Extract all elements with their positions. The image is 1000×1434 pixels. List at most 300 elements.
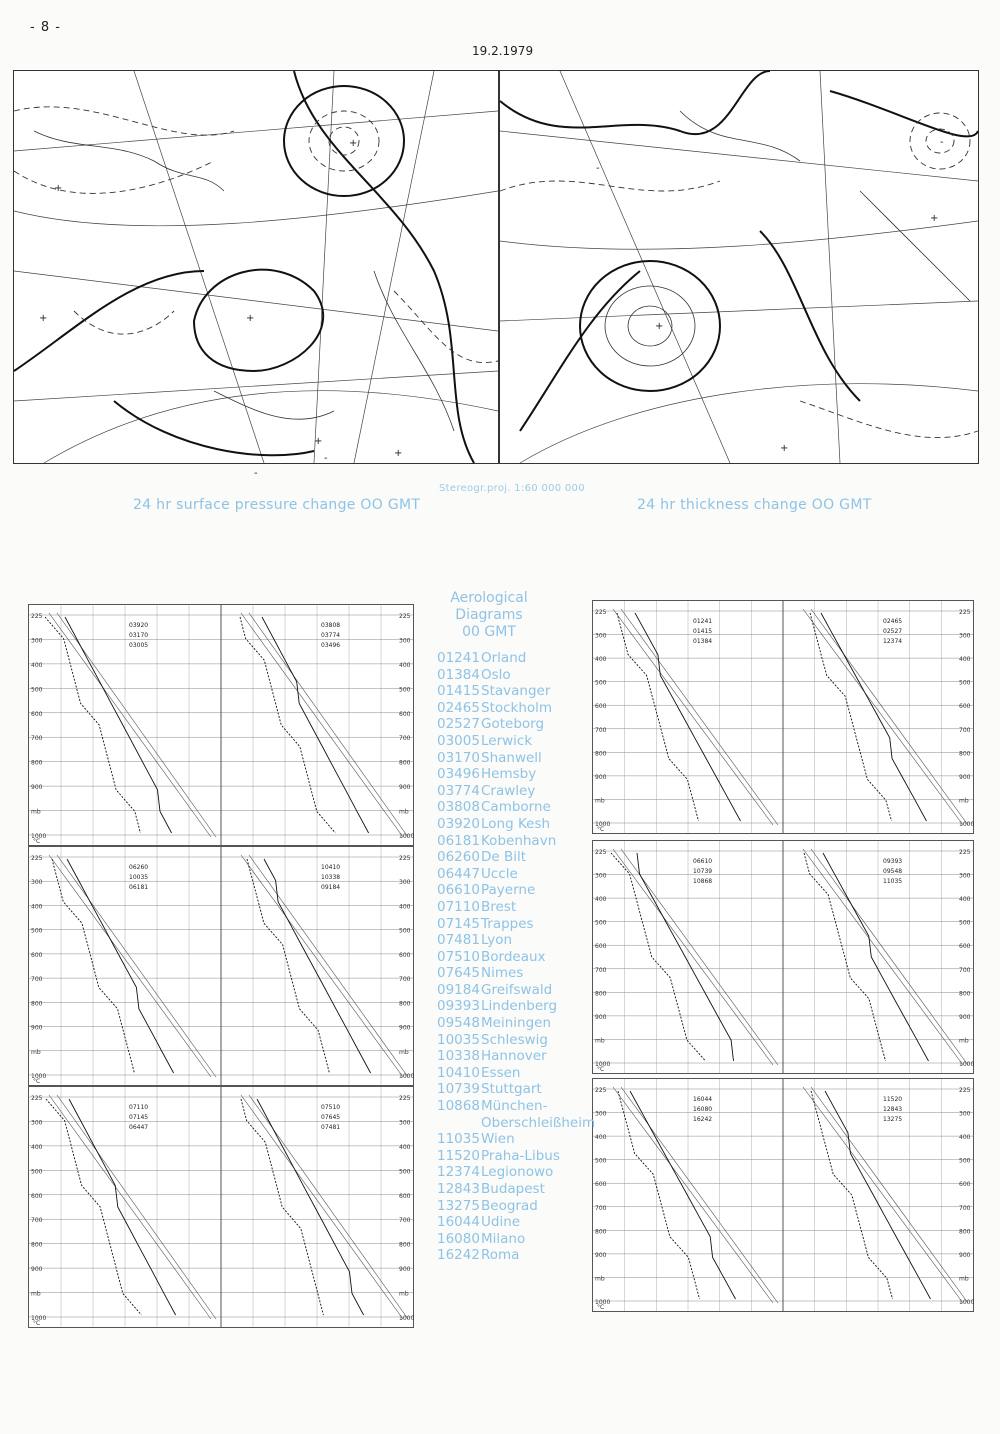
pressure-label: 900 [31, 1266, 43, 1274]
diagram-station-code: 07510 [321, 1104, 341, 1111]
pressure-label: 800 [595, 1228, 607, 1236]
station-list [437, 650, 595, 1264]
station-code: 10410 [437, 1064, 480, 1081]
station-row [437, 1214, 595, 1231]
station-code: 07645 [437, 965, 480, 982]
station-name: München- [481, 1098, 548, 1115]
pressure-label: mb [399, 1290, 409, 1298]
station-row [437, 1231, 595, 1248]
svg-text:+: + [394, 448, 403, 459]
station-code: 07145 [437, 915, 480, 932]
station-name: Goteborg [481, 716, 545, 733]
station-code: 09184 [437, 981, 480, 998]
diagram-station-code: 03496 [321, 642, 341, 649]
pressure-label: mb [31, 808, 41, 816]
station-code: 13275 [437, 1197, 480, 1214]
station-code: 02527 [437, 716, 480, 733]
svg-text:-: - [940, 137, 944, 148]
pressure-label: 225 [959, 1087, 971, 1094]
station-code: 03005 [437, 732, 480, 749]
diagram-station-code: 16242 [693, 1116, 713, 1123]
station-row [437, 965, 595, 982]
pressure-label: 600 [399, 1192, 411, 1200]
pressure-label: 500 [31, 686, 43, 694]
pressure-label: 500 [399, 1168, 411, 1176]
svg-text:+: + [39, 313, 48, 324]
pressure-label: 225 [399, 855, 411, 862]
station-name: Nimes [481, 965, 524, 982]
station-name: Payerne [481, 882, 536, 899]
station-code: 06260 [437, 849, 480, 866]
diagram-station-code: 16044 [693, 1096, 713, 1103]
svg-text:+: + [780, 443, 789, 454]
station-code: 16044 [437, 1214, 480, 1231]
station-row [437, 1065, 595, 1082]
pressure-label: 500 [399, 927, 411, 935]
pressure-label: 300 [31, 879, 43, 887]
station-name: Shanwell [481, 749, 542, 766]
station-code: 09393 [437, 998, 480, 1015]
pressure-label: 225 [31, 855, 43, 862]
station-row [437, 833, 595, 850]
pressure-label: mb [399, 1048, 409, 1056]
station-row [437, 700, 595, 717]
diagram-station-code: 07481 [321, 1124, 341, 1131]
pressure-label: 225 [595, 849, 607, 856]
station-row [437, 650, 595, 667]
pressure-label: 225 [595, 609, 607, 616]
aerological-diagram-2-drawing [29, 847, 413, 1085]
pressure-label: 500 [399, 686, 411, 694]
station-row [437, 1131, 595, 1148]
pressure-label: 225 [959, 609, 971, 616]
station-name: Oberschleißheim [481, 1114, 596, 1131]
station-code: 01415 [437, 683, 480, 700]
station-name: Milano [481, 1230, 526, 1247]
aerological-title-line-2: Diagrams [455, 607, 523, 623]
diagram-station-code: 10338 [321, 874, 341, 881]
station-code: 16080 [437, 1230, 480, 1247]
pressure-label: 900 [959, 1251, 971, 1259]
station-code: 06610 [437, 882, 480, 899]
station-name: Beograd [481, 1197, 538, 1214]
pressure-label: mb [399, 808, 409, 816]
diagram-station-code: 03005 [129, 642, 149, 649]
diagram-station-code: 06610 [693, 858, 713, 865]
temperature-unit: °C [33, 838, 41, 845]
pressure-label: 900 [399, 784, 411, 792]
station-row [437, 667, 595, 684]
pressure-label: 300 [595, 632, 607, 640]
pressure-label: 300 [959, 872, 971, 880]
station-name: Trappes [481, 915, 534, 932]
pressure-label: 700 [399, 735, 411, 743]
station-name: Lyon [481, 932, 513, 949]
pressure-label: 225 [31, 613, 43, 620]
diagram-station-code: 03774 [321, 632, 341, 639]
diagram-station-code: 06181 [129, 884, 149, 891]
station-row [437, 1081, 595, 1098]
pressure-label: 1000 [399, 833, 415, 840]
station-row [437, 1098, 595, 1115]
diagram-station-code: 10739 [693, 868, 713, 875]
pressure-label: 600 [31, 1192, 43, 1200]
station-row [437, 733, 595, 750]
aerological-diagram-5-drawing [593, 841, 973, 1073]
station-row [437, 766, 595, 783]
station-name: Uccle [481, 865, 518, 882]
station-row [437, 1181, 595, 1198]
station-row [437, 716, 595, 733]
aerological-title-line-1: Aerological [450, 590, 528, 606]
pressure-label: 900 [959, 1013, 971, 1021]
pressure-label: mb [595, 1037, 605, 1045]
station-row [437, 683, 595, 700]
pressure-label: 225 [959, 849, 971, 856]
pressure-label: 1000 [595, 821, 611, 828]
station-code: 06181 [437, 832, 480, 849]
pressure-label: 900 [399, 1024, 411, 1032]
temperature-unit: °C [33, 1320, 41, 1327]
pressure-label: 600 [399, 951, 411, 959]
station-code: 12374 [437, 1164, 480, 1181]
pressure-label: 300 [959, 1110, 971, 1118]
diagram-station-code: 13275 [883, 1116, 903, 1123]
diagram-station-code: 07145 [129, 1114, 149, 1121]
temperature-unit: °C [597, 826, 605, 833]
station-name: Hannover [481, 1048, 547, 1065]
pressure-label: 500 [959, 1157, 971, 1165]
diagram-station-code: 12374 [883, 638, 903, 645]
pressure-label: 700 [595, 726, 607, 734]
pressure-label: 800 [595, 750, 607, 758]
pressure-label: 300 [399, 637, 411, 645]
station-row [437, 783, 595, 800]
aerological-diagram-4-drawing [593, 601, 973, 833]
station-code: 03170 [437, 749, 480, 766]
pressure-label: 700 [595, 966, 607, 974]
projection-note: Stereogr.proj. 1:60 000 000 [439, 483, 585, 494]
thickness-map-drawing [500, 71, 978, 463]
station-row [437, 849, 595, 866]
pressure-label: 500 [959, 919, 971, 927]
svg-text:+: + [930, 213, 939, 224]
pressure-label: 400 [31, 903, 43, 911]
svg-text:+: + [655, 321, 664, 332]
station-name: Lerwick [481, 732, 533, 749]
diagram-station-code: 01415 [693, 628, 713, 635]
pressure-label: mb [31, 1048, 41, 1056]
station-name: Legionowo [481, 1164, 554, 1181]
station-code: 10035 [437, 1031, 480, 1048]
station-row [437, 1247, 595, 1264]
aerological-diagram-6-drawing [593, 1079, 973, 1311]
svg-text:-: - [254, 468, 258, 479]
pressure-label: 700 [959, 966, 971, 974]
station-code: 07510 [437, 948, 480, 965]
station-code: 12843 [437, 1181, 480, 1197]
pressure-label: 500 [31, 1168, 43, 1176]
station-code: 03774 [437, 782, 480, 799]
station-name: Stavanger [481, 683, 551, 700]
station-row [437, 932, 595, 949]
station-row [437, 916, 595, 933]
svg-text:+: + [246, 313, 255, 324]
aerological-diagram-4 [592, 600, 974, 834]
diagram-station-code: 07110 [129, 1104, 149, 1111]
station-name: Roma [481, 1247, 520, 1264]
station-name: Schleswig [481, 1031, 548, 1048]
diagram-station-code: 10035 [129, 874, 149, 881]
pressure-label: 1000 [399, 1315, 415, 1322]
diagram-station-code: 09548 [883, 868, 903, 875]
aerological-diagram-6 [592, 1078, 974, 1312]
svg-text:+: + [314, 436, 323, 447]
station-row [437, 1198, 595, 1215]
pressure-label: 225 [31, 1095, 43, 1102]
pressure-label: 500 [959, 679, 971, 687]
pressure-label: 800 [399, 1000, 411, 1008]
svg-text:-: - [596, 163, 600, 174]
pressure-label: 400 [399, 1143, 411, 1151]
station-code: 07481 [437, 932, 480, 949]
pressure-label: 400 [399, 661, 411, 669]
pressure-label: 800 [959, 990, 971, 998]
station-code: 03496 [437, 766, 480, 783]
aerological-diagram-1 [28, 604, 414, 846]
pressure-label: 700 [959, 1204, 971, 1212]
station-code: 07110 [437, 898, 480, 915]
pressure-label: 500 [595, 679, 607, 687]
pressure-label: 1000 [31, 833, 47, 840]
diagram-station-code: 11520 [883, 1096, 903, 1103]
pressure-label: mb [595, 797, 605, 805]
pressure-label: 900 [399, 1266, 411, 1274]
pressure-label: 400 [959, 896, 971, 904]
station-row [437, 1148, 595, 1165]
pressure-label: 300 [595, 872, 607, 880]
station-code: 10338 [437, 1048, 480, 1065]
svg-text:+: + [349, 138, 358, 149]
pressure-label: 900 [959, 773, 971, 781]
station-name: Stockholm [481, 699, 553, 716]
station-name: Meiningen [481, 1015, 551, 1032]
pressure-label: 800 [31, 1241, 43, 1249]
station-code: 11520 [437, 1147, 480, 1164]
pressure-label: 800 [31, 1000, 43, 1008]
surface-pressure-change-map [13, 70, 499, 479]
pressure-label: mb [959, 1037, 969, 1045]
pressure-label: mb [31, 1290, 41, 1298]
pressure-label: 1000 [959, 1061, 975, 1068]
station-name: Udine [481, 1214, 521, 1231]
station-row [437, 998, 595, 1015]
station-row [437, 866, 595, 883]
diagram-station-code: 09184 [321, 884, 341, 891]
pressure-label: 1000 [959, 821, 975, 828]
diagram-station-code: 02527 [883, 628, 903, 635]
pressure-label: 500 [595, 919, 607, 927]
pressure-label: 300 [31, 637, 43, 645]
pressure-label: 600 [959, 1181, 971, 1189]
aerological-diagram-1-drawing [29, 605, 413, 845]
station-row [437, 1032, 595, 1049]
station-name: Wien [481, 1131, 515, 1148]
aerological-diagram-5 [592, 840, 974, 1074]
diagram-station-code: 01384 [693, 638, 713, 645]
surface-pressure-caption: 24 hr surface pressure change OO GMT [133, 497, 421, 513]
pressure-label: 1000 [959, 1299, 975, 1306]
temperature-unit: °C [597, 1066, 605, 1073]
pressure-label: 300 [31, 1119, 43, 1127]
pressure-label: 400 [595, 896, 607, 904]
pressure-label: 700 [399, 976, 411, 984]
station-name: Crawley [481, 782, 536, 799]
pressure-label: 500 [595, 1157, 607, 1165]
station-name: Greifswald [481, 981, 553, 998]
station-row [437, 1015, 595, 1032]
pressure-label: 700 [31, 1217, 43, 1225]
station-row [437, 982, 595, 999]
pressure-label: 700 [959, 726, 971, 734]
station-row [437, 1164, 595, 1181]
pressure-label: 600 [31, 951, 43, 959]
diagram-station-code: 10868 [693, 878, 713, 885]
station-code: 16242 [437, 1247, 480, 1264]
station-name: Long Kesh [481, 815, 551, 832]
pressure-label: 600 [595, 1181, 607, 1189]
thickness-change-map [499, 70, 979, 464]
pressure-label: 600 [595, 703, 607, 711]
pressure-label: 400 [959, 1134, 971, 1142]
diagram-station-code: 11035 [883, 878, 903, 885]
station-row [437, 1048, 595, 1065]
pressure-label: 1000 [595, 1299, 611, 1306]
station-code: 10739 [437, 1081, 480, 1098]
pressure-label: 800 [959, 1228, 971, 1236]
station-row [437, 949, 595, 966]
station-row [437, 816, 595, 833]
diagram-station-code: 12843 [883, 1106, 903, 1113]
diagram-station-code: 10410 [321, 864, 341, 871]
station-code: 10868 [437, 1098, 480, 1115]
pressure-label: 900 [31, 784, 43, 792]
pressure-label: 800 [595, 990, 607, 998]
pressure-label: 300 [595, 1110, 607, 1118]
diagram-station-code: 09393 [883, 858, 903, 865]
station-name: Camborne [481, 799, 551, 816]
pressure-label: 400 [31, 1143, 43, 1151]
pressure-label: 400 [595, 656, 607, 664]
station-code: 02465 [437, 699, 480, 716]
pressure-label: 800 [399, 1241, 411, 1249]
pressure-label: 225 [399, 613, 411, 620]
surface-pressure-map-drawing [14, 71, 498, 479]
station-name: Hemsby [481, 766, 537, 783]
station-name: Orland [481, 650, 527, 666]
pressure-label: mb [959, 797, 969, 805]
station-code: 11035 [437, 1131, 480, 1148]
diagram-station-code: 07645 [321, 1114, 341, 1121]
pressure-label: 1000 [399, 1073, 415, 1080]
pressure-label: 1000 [595, 1061, 611, 1068]
diagram-station-code: 03808 [321, 622, 341, 629]
pressure-label: 900 [595, 1013, 607, 1021]
pressure-label: 600 [595, 943, 607, 951]
aerological-diagram-3-drawing [29, 1087, 413, 1327]
station-name: Essen [481, 1064, 521, 1081]
pressure-label: 400 [595, 1134, 607, 1142]
pressure-label: 700 [31, 735, 43, 743]
pressure-label: 800 [31, 759, 43, 767]
station-name: Brest [481, 898, 517, 915]
pressure-label: 600 [31, 710, 43, 718]
station-name: De Bilt [481, 849, 527, 866]
svg-text:+: + [54, 183, 63, 194]
page-number: - 8 - [30, 20, 61, 35]
temperature-unit: °C [597, 1304, 605, 1311]
pressure-label: 800 [959, 750, 971, 758]
pressure-label: 225 [595, 1087, 607, 1094]
station-row [437, 799, 595, 816]
pressure-label: 500 [31, 927, 43, 935]
pressure-label: 900 [595, 773, 607, 781]
station-name: Lindenberg [481, 998, 558, 1015]
diagram-station-code: 02465 [883, 618, 903, 625]
pressure-label: 300 [399, 879, 411, 887]
station-code: 01384 [437, 666, 480, 683]
svg-text:-: - [324, 453, 328, 464]
pressure-label: 700 [595, 1204, 607, 1212]
diagram-station-code: 06447 [129, 1124, 149, 1131]
pressure-label: 1000 [31, 1315, 47, 1322]
pressure-label: 300 [399, 1119, 411, 1127]
station-name: Praha-Libus [481, 1147, 560, 1164]
pressure-label: 225 [399, 1095, 411, 1102]
diagram-station-code: 01241 [693, 618, 713, 625]
thickness-caption: 24 hr thickness change OO GMT [637, 497, 872, 513]
pressure-label: 600 [959, 943, 971, 951]
station-row [437, 882, 595, 899]
station-code: 06447 [437, 865, 480, 882]
pressure-label: 400 [959, 656, 971, 664]
station-row [437, 750, 595, 767]
diagram-station-code: 03920 [129, 622, 149, 629]
station-code: 09548 [437, 1015, 480, 1032]
aerological-title-line-3: 00 GMT [462, 624, 516, 640]
pressure-label: mb [959, 1275, 969, 1283]
diagram-station-code: 16080 [693, 1106, 713, 1113]
station-name: Bordeaux [481, 948, 546, 965]
station-name: Budapest [481, 1181, 545, 1197]
station-code: 03920 [437, 815, 480, 832]
aerological-title [434, 590, 544, 641]
station-name: Oslo [481, 666, 511, 683]
station-row [437, 1115, 595, 1132]
page-date: 19.2.1979 [472, 44, 534, 58]
pressure-label: 800 [399, 759, 411, 767]
aerological-diagram-3 [28, 1086, 414, 1328]
pressure-label: 600 [959, 703, 971, 711]
temperature-unit: °C [33, 1078, 41, 1085]
station-row [437, 899, 595, 916]
pressure-label: 400 [399, 903, 411, 911]
pressure-label: 900 [595, 1251, 607, 1259]
pressure-label: 700 [31, 976, 43, 984]
diagram-station-code: 06260 [129, 864, 149, 871]
pressure-label: 900 [31, 1024, 43, 1032]
station-name: Stuttgart [481, 1081, 542, 1098]
